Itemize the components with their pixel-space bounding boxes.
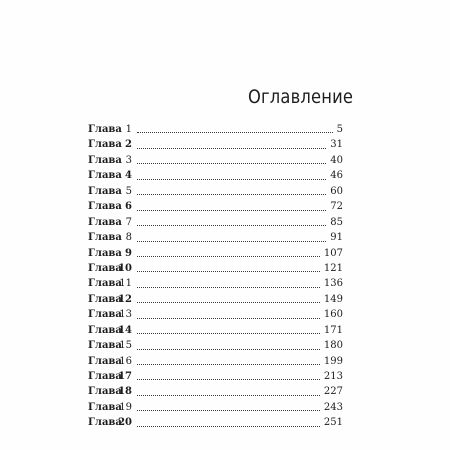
toc-entry-label: Глава	[88, 232, 122, 244]
dot-leader	[137, 333, 320, 334]
dot-leader	[137, 395, 320, 396]
dot-leader	[137, 225, 326, 226]
toc-entry-number: 16	[119, 355, 132, 367]
toc-entry-label: Глава	[88, 355, 122, 367]
toc-entry-page: 72	[330, 201, 343, 213]
dot-leader	[137, 318, 320, 319]
toc-entry-number: 3	[125, 154, 132, 166]
toc-entry-number: 14	[118, 324, 132, 336]
dot-leader	[137, 194, 326, 195]
toc-entry-page: 251	[323, 417, 343, 429]
toc-entry-label: Глава	[88, 154, 122, 166]
toc-entry-label: Глава	[88, 170, 122, 182]
toc-entry-label: Глава	[88, 201, 122, 213]
toc-entry-page: 199	[323, 355, 343, 367]
toc-entry-label: Глава	[88, 309, 122, 321]
toc-entry-number: 8	[125, 232, 132, 244]
dot-leader	[137, 271, 320, 272]
toc-entry	[88, 276, 343, 291]
toc-entry	[88, 184, 343, 199]
toc-entry-page: 227	[323, 386, 343, 398]
toc-entry-page: 91	[330, 232, 343, 244]
toc-entry-label: Глава	[88, 216, 122, 228]
toc-entry-page: 171	[323, 324, 343, 336]
dot-leader	[137, 349, 320, 350]
toc-entry	[88, 137, 343, 152]
toc-entry-number: 15	[119, 340, 132, 352]
toc-entry-page: 160	[323, 309, 343, 321]
dot-leader	[137, 256, 320, 257]
toc-entry-number: 1	[125, 124, 132, 135]
dot-leader	[137, 179, 326, 180]
toc-entry-number: 13	[119, 309, 132, 321]
toc-entry-label: Глава	[88, 185, 122, 197]
toc-entry-number: 18	[118, 386, 132, 398]
toc-entry-page: 180	[323, 340, 343, 352]
dot-leader	[137, 410, 320, 411]
toc-entry	[88, 215, 343, 230]
dot-leader	[137, 364, 320, 365]
toc-entry-label: Глава	[88, 278, 122, 290]
dot-leader	[137, 132, 333, 133]
toc-entry-number: 11	[119, 278, 132, 290]
toc-entry	[88, 246, 343, 261]
toc-entry-label: Глава	[88, 417, 122, 429]
toc-entry-label: Глава	[88, 401, 122, 413]
toc-entry-number: 7	[125, 216, 132, 228]
dot-leader	[137, 148, 326, 149]
toc-entry	[88, 415, 343, 430]
toc-entry-label: Глава	[88, 262, 122, 274]
toc-entry-page: 213	[323, 371, 343, 382]
toc-entry-label: Глава	[88, 386, 122, 398]
toc-entry-number: 5	[125, 185, 132, 197]
dot-leader	[137, 210, 326, 211]
toc-entry	[88, 369, 343, 384]
dot-leader	[137, 163, 326, 164]
toc-entry-page: 107	[323, 247, 343, 259]
toc-entry	[88, 261, 343, 276]
toc-entry-label: Глава	[88, 371, 122, 382]
dot-leader	[137, 287, 320, 288]
toc-entry-number: 12	[118, 293, 132, 305]
toc-entry	[88, 307, 343, 322]
table-of-contents	[88, 122, 343, 431]
toc-entry	[88, 168, 343, 183]
toc-entry	[88, 230, 343, 245]
dot-leader	[137, 241, 326, 242]
toc-entry-page: 121	[323, 262, 343, 274]
toc-entry	[88, 122, 343, 137]
toc-entry	[88, 153, 343, 168]
toc-entry-number: 2	[125, 139, 132, 151]
toc-entry	[88, 292, 343, 307]
toc-entry-number: 9	[125, 247, 132, 259]
toc-entry-label: Глава	[88, 124, 122, 135]
toc-entry-number: 10	[118, 262, 132, 274]
toc-entry	[88, 338, 343, 353]
page-title: Оглавление	[248, 86, 354, 108]
toc-entry	[88, 400, 343, 415]
toc-entry-number: 20	[118, 417, 132, 429]
toc-entry-label: Глава	[88, 293, 122, 305]
toc-entry-number: 4	[125, 170, 132, 182]
toc-entry-page: 85	[330, 216, 343, 228]
toc-entry-page: 149	[323, 293, 343, 305]
toc-entry	[88, 354, 343, 369]
toc-entry-page: 136	[323, 278, 343, 290]
toc-entry-number: 6	[125, 201, 132, 213]
toc-entry-page: 5	[336, 124, 343, 135]
toc-entry-label: Глава	[88, 324, 122, 336]
toc-entry	[88, 323, 343, 338]
toc-entry-number: 17	[118, 371, 132, 382]
toc-entry	[88, 199, 343, 214]
toc-entry-page: 40	[330, 154, 343, 166]
dot-leader	[137, 426, 320, 427]
toc-entry-page: 60	[330, 185, 343, 197]
dot-leader	[137, 302, 320, 303]
toc-entry-page: 31	[330, 139, 343, 151]
toc-entry-page: 46	[330, 170, 343, 182]
toc-entry-number: 19	[119, 401, 132, 413]
toc-entry-page: 243	[323, 401, 343, 413]
toc-entry-label: Глава	[88, 340, 122, 352]
toc-entry	[88, 384, 343, 399]
toc-entry-label: Глава	[88, 247, 122, 259]
toc-entry-label: Глава	[88, 139, 122, 151]
dot-leader	[137, 379, 320, 380]
